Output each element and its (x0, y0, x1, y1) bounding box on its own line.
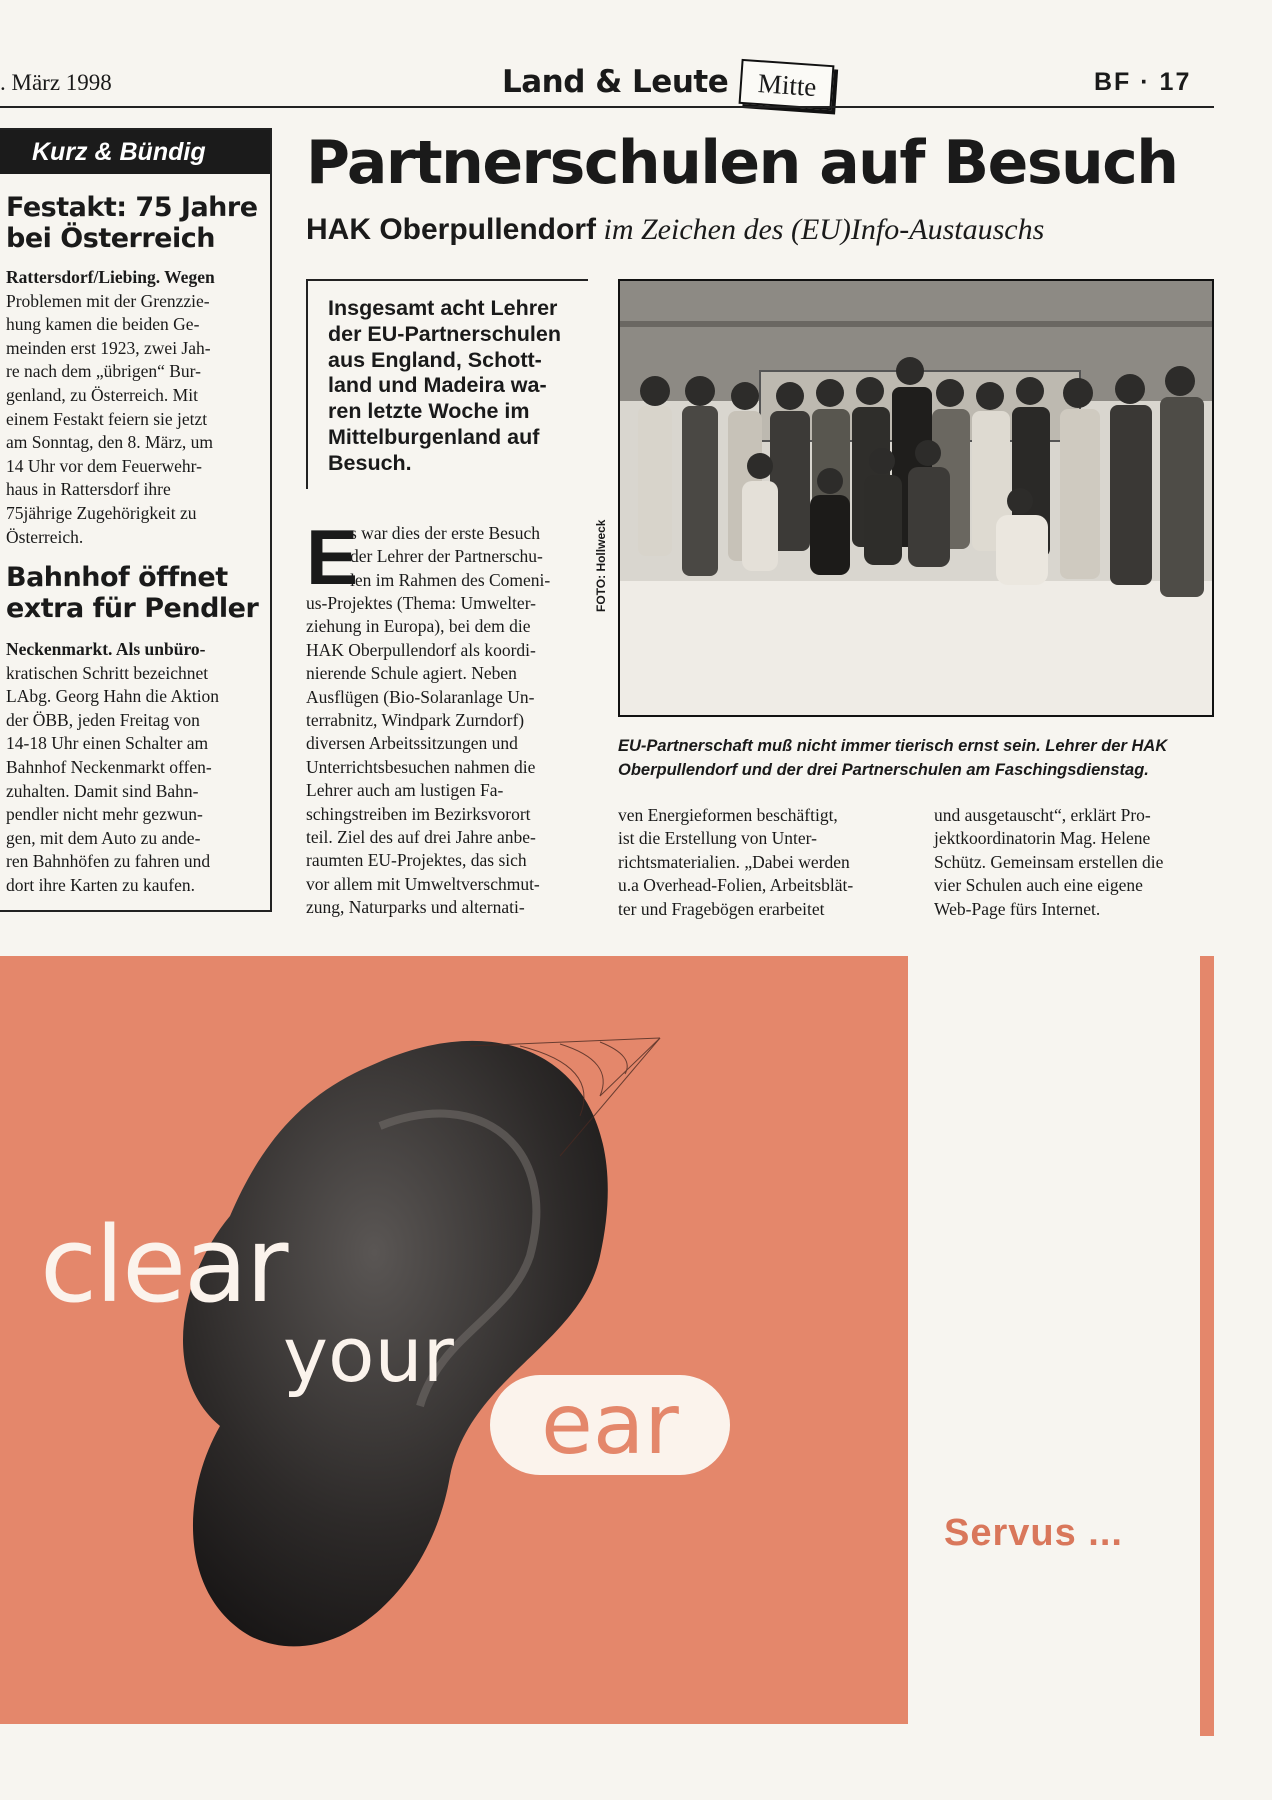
text-line: gen, mit dem Auto zu ande- (6, 827, 201, 848)
text-line: s war dies der erste Besuch (350, 523, 541, 543)
text-line: Unterrichtsbesuchen nahmen die (306, 756, 536, 777)
text-line: Neckenmarkt. Als unbüro- (6, 639, 206, 659)
text-line: len im Rahmen des Comeni- (350, 569, 551, 590)
headline-line: extra für Pendler (6, 593, 259, 624)
group-photo (618, 279, 1214, 717)
text-line: einem Festakt feiern sie jetzt (6, 408, 208, 429)
ad-word-clear: clear (40, 1204, 287, 1326)
article-headline: Partnerschulen auf Besuch (306, 128, 1178, 198)
subhead-topic: im Zeichen des (EU)Info-Austauschs (603, 213, 1045, 246)
text-line: Web-Page fürs Internet. (934, 898, 1101, 919)
text-line: ziehung in Europa), bei dem die (306, 616, 531, 637)
section-title: Land & Leute (502, 64, 729, 100)
photo-credit: FOTO: Hollweck (594, 519, 608, 612)
drop-cap: E (306, 513, 359, 601)
photo-illustration (620, 281, 1214, 717)
text-line: genland, zu Österreich. Mit (6, 384, 198, 405)
photo-caption (618, 734, 1214, 782)
text-line: jektkoordinatorin Mag. Helene (934, 828, 1151, 849)
text-line: der ÖBB, jeden Freitag von (6, 709, 200, 730)
sidebar-item2-text (6, 638, 256, 898)
text-line: ven Energieformen beschäftigt, (618, 805, 838, 825)
lead-rule (306, 279, 588, 281)
text-line: HAK Oberpullendorf als koordi- (306, 639, 536, 660)
text-line: der Lehrer der Partnerschu- (350, 546, 543, 567)
caption-line: Oberpullendorf und der drei Partnerschulen am Faschingsdienstag. (618, 761, 1149, 779)
body-col3 (934, 804, 1216, 921)
ad-word-ear: ear (541, 1375, 679, 1473)
ad-panel (0, 956, 908, 1724)
sidebar-item1-text (6, 266, 256, 549)
lead-line: ren letzte Woche im (328, 399, 530, 424)
text-line: re nach dem „übrigen“ Bur- (6, 361, 201, 382)
text-line: ist die Erstellung von Unter- (618, 828, 817, 849)
text-line: ren Bahnhöfen zu fahren und (6, 851, 211, 872)
page-number: BF · 17 (1094, 68, 1192, 96)
lead-line: land und Madeira wa- (328, 373, 547, 398)
caption-line: EU-Partnerschaft muß nicht immer tierisch ernst sein. Lehrer der HAK (618, 737, 1168, 755)
issue-date: . März 1998 (0, 70, 112, 95)
text-line: teil. Ziel des auf drei Jahre anbe- (306, 827, 536, 848)
text-line: 14 Uhr vor dem Feuerwehr- (6, 455, 202, 476)
lead-line: Mittelburgenland auf (328, 424, 540, 449)
lead-line: Besuch. (328, 450, 412, 475)
text-line: Rattersdorf/Liebing. Wegen (6, 267, 215, 287)
text-line: richtsmaterialien. „Dabei werden (618, 851, 850, 872)
sidebar-title: Kurz & Bündig (0, 130, 270, 174)
text-line: am Sonntag, den 8. März, um (6, 432, 214, 453)
text-line: vor allem mit Umweltverschmut- (306, 873, 540, 894)
text-line: Ausflügen (Bio-Solaranlage Un- (306, 686, 535, 707)
body-col1 (306, 592, 588, 920)
text-line: 75jährige Zugehörigkeit zu (6, 502, 197, 523)
lead-line: Insgesamt acht Lehrer (328, 296, 558, 320)
ad-tagline: Servus ... (944, 1512, 1123, 1554)
lead-line: der EU-Partnerschulen (328, 321, 561, 346)
ad-word-your: your (283, 1310, 454, 1399)
text-line: LAbg. Georg Hahn die Aktion (6, 686, 220, 707)
text-line: terrabnitz, Windpark Zurndorf) (306, 710, 525, 731)
article-lead (328, 296, 588, 477)
text-line: dort ihre Karten zu kaufen. (6, 874, 196, 895)
sidebar-item2-headline (6, 562, 266, 624)
text-line: raumten EU-Projektes, das sich (306, 850, 527, 871)
text-line: Problemen mit der Grenzzie- (6, 290, 210, 311)
ear-illustration (0, 956, 908, 1724)
text-line: nierende Schule agiert. Neben (306, 663, 517, 684)
lead-line: aus England, Schott- (328, 347, 542, 372)
sidebar-item1-headline (6, 192, 266, 254)
text-line: u.a Overhead-Folien, Arbeitsblät- (618, 875, 854, 896)
body-col2 (618, 804, 902, 921)
text-line: zuhalten. Damit sind Bahn- (6, 780, 199, 801)
text-line: Lehrer auch am lustigen Fa- (306, 780, 504, 801)
headline-line: Bahnhof öffnet (6, 562, 228, 593)
text-line: ter und Fragebögen erarbeitet (618, 898, 825, 919)
text-line: diversen Arbeitssitzungen und (306, 733, 518, 754)
text-line: pendler nicht mehr gezwun- (6, 804, 203, 825)
headline-line: bei Österreich (6, 223, 215, 254)
text-line: haus in Rattersdorf ihre (6, 479, 171, 500)
text-line: us-Projektes (Thema: Umwelter- (306, 593, 536, 613)
kurz-buendig-sidebar (0, 128, 272, 912)
text-line: Bahnhof Neckenmarkt offen- (6, 756, 212, 777)
subhead-school: HAK Oberpullendorf (306, 213, 596, 246)
text-line: Österreich. (6, 526, 84, 547)
region-tag: Mitte (739, 59, 834, 110)
text-line: meinden erst 1923, zwei Jah- (6, 337, 211, 358)
article-subhead (306, 213, 1044, 247)
text-line: hung kamen die beiden Ge- (6, 314, 200, 335)
headline-line: Festakt: 75 Jahre (6, 192, 258, 223)
body-col1-top (350, 522, 588, 592)
text-line: kratischen Schritt bezeichnet (6, 662, 209, 683)
text-line: und ausgetauscht“, erklärt Pro- (934, 805, 1151, 825)
text-line: vier Schulen auch eine eigene (934, 875, 1143, 896)
text-line: 14-18 Uhr einen Schalter am (6, 733, 209, 754)
header-rule (0, 106, 1214, 108)
text-line: Schütz. Gemeinsam erstellen die (934, 851, 1164, 872)
text-line: zung, Naturparks und alternati- (306, 897, 525, 918)
text-line: schingstreiben im Bezirksvorort (306, 803, 531, 824)
ad-side-bar (1200, 956, 1214, 1736)
lead-vertical-rule (306, 279, 308, 489)
